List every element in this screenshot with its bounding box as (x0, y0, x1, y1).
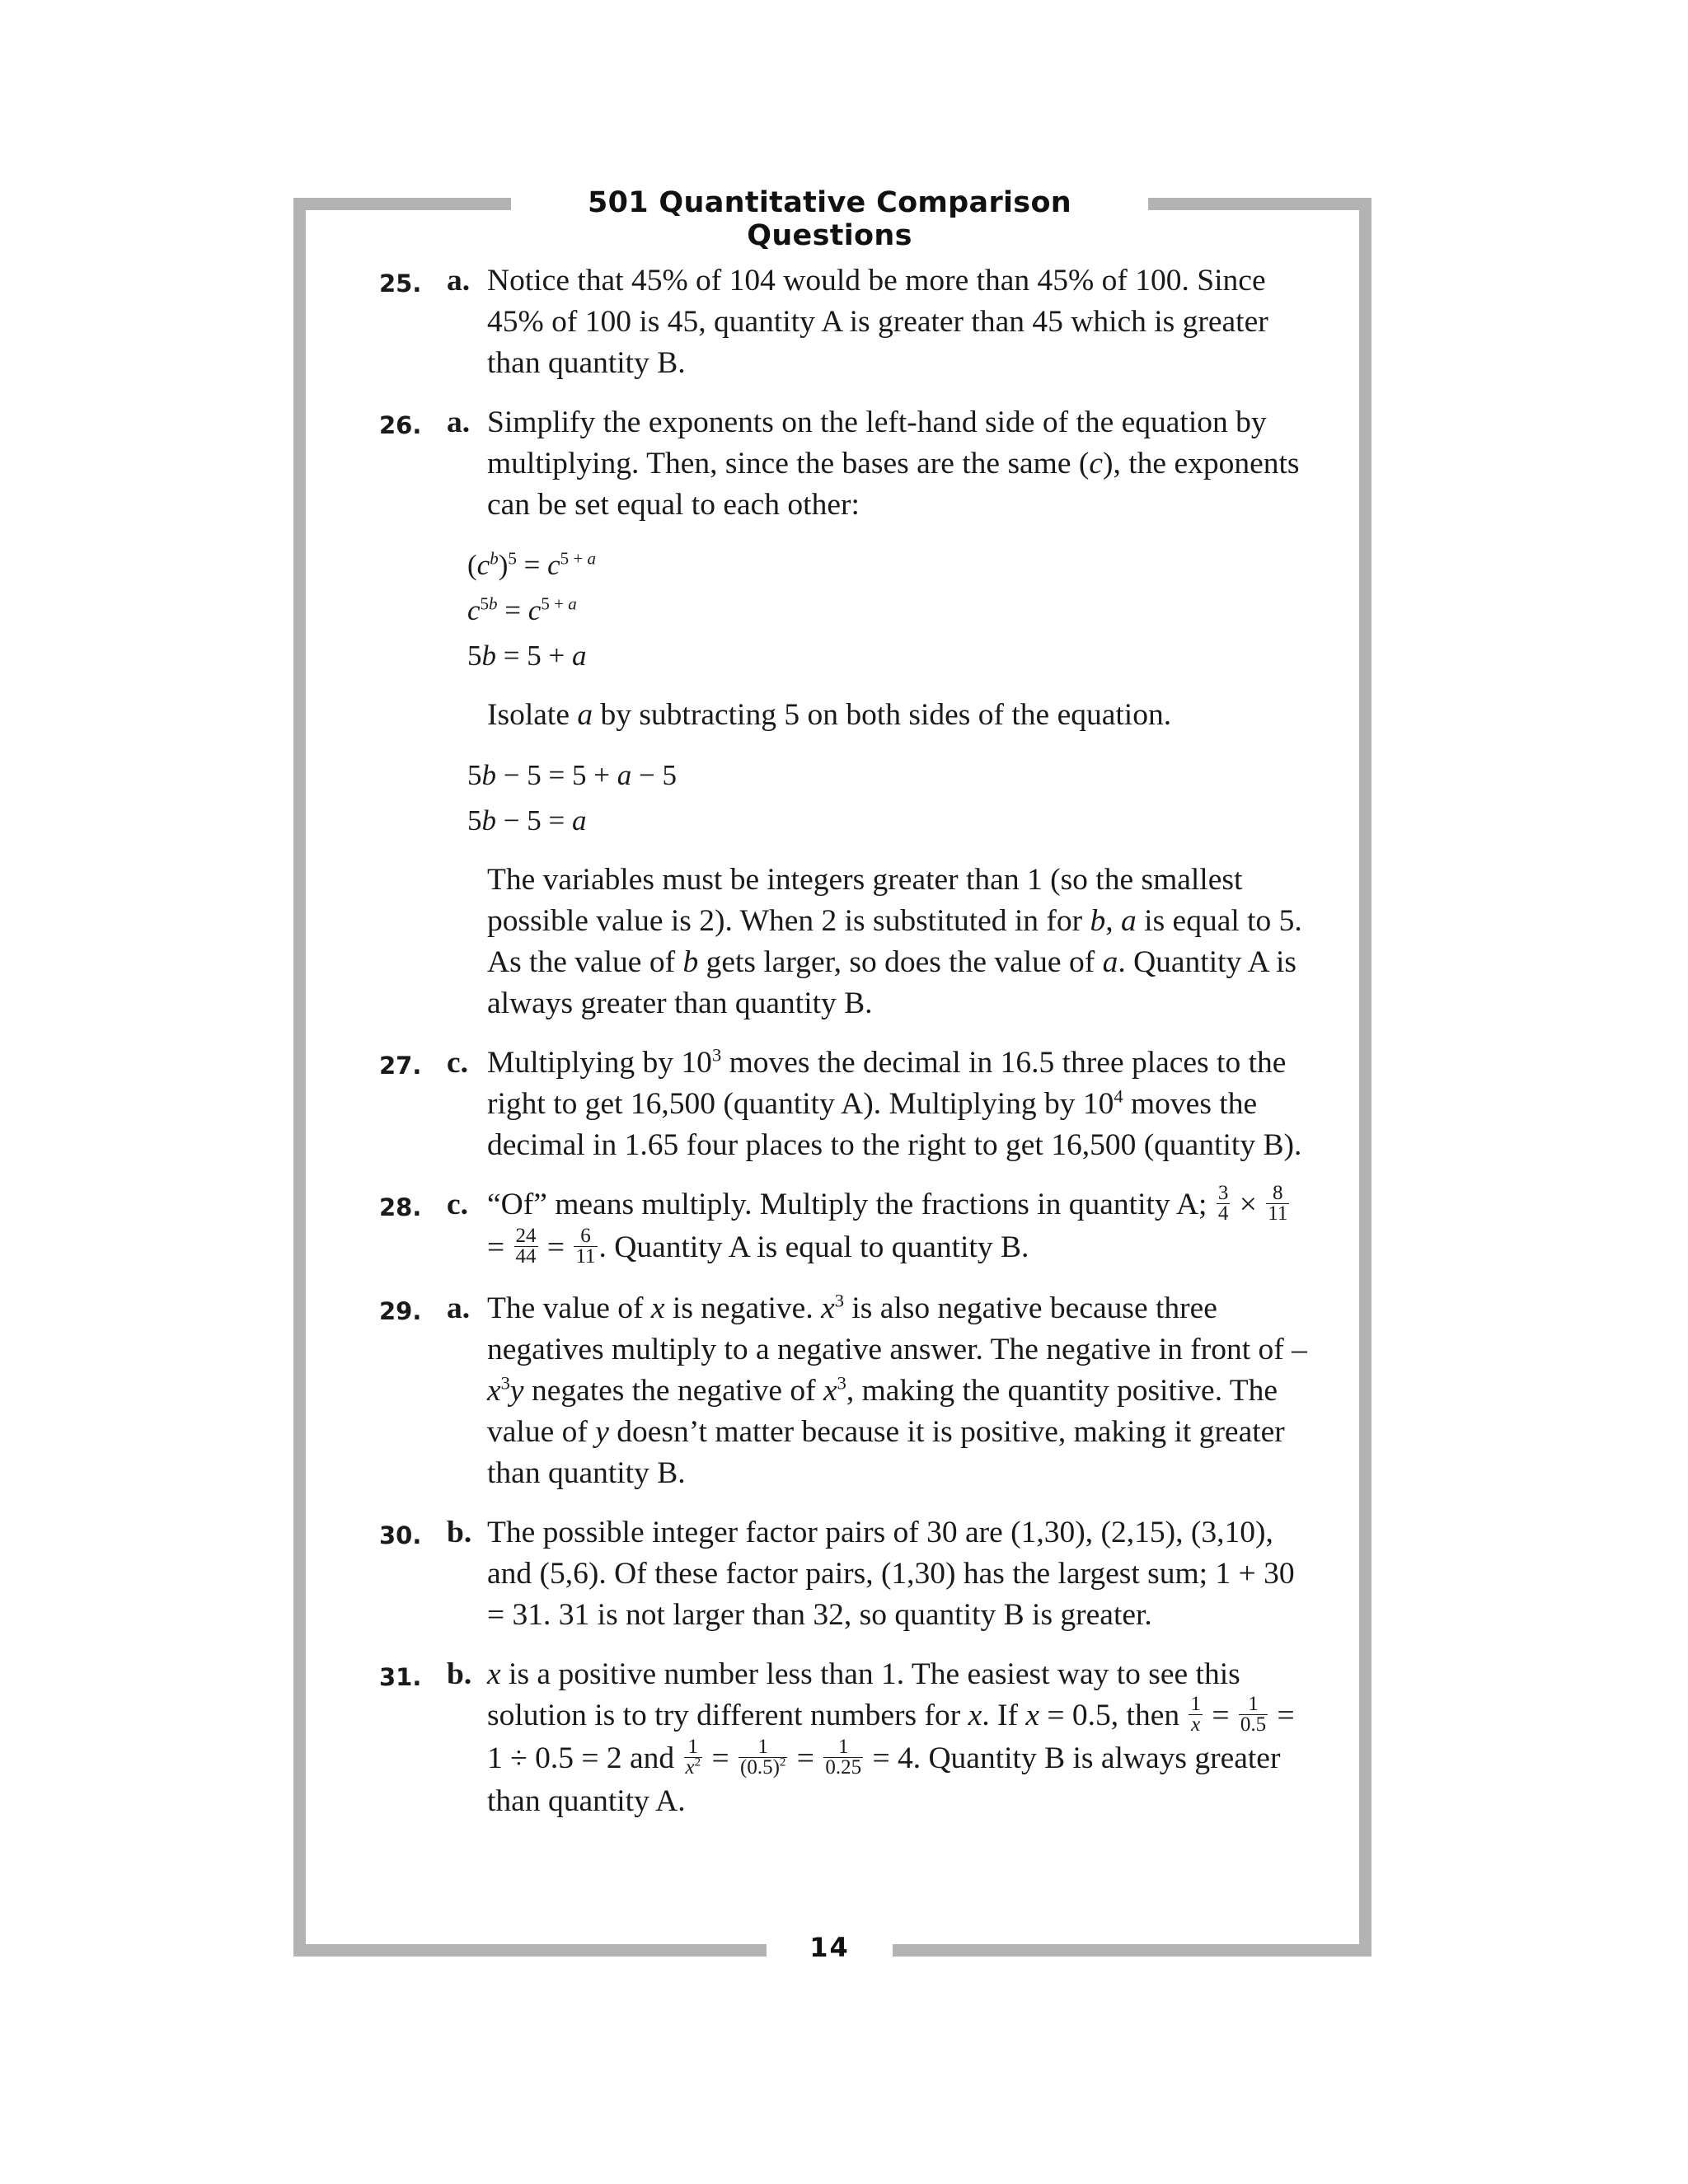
question-number: 26. (379, 411, 422, 439)
equation: 5b − 5 = 5 + a − 5 (467, 759, 677, 791)
explanation-text: Multiplying by $10^3$ moves the decimal in 16.5 three places to the right to get 16,500 (quantity A). Multiplying by $10^4$ moves the decimal in 1.65 four places to the right to get 16,500 (quantity B). (487, 1044, 1302, 1162)
answer-letter: c. (447, 1046, 469, 1080)
equation: 5b = 5 + a (467, 640, 587, 672)
fraction: $\frac{1}{0.5}$ (1240, 1692, 1267, 1736)
explanation-intro: Simplify the exponents on the left-hand side of the equation by multiplying. Then, since the bases are the same (c), the exponents can be set equal to each other: (487, 405, 1300, 522)
fraction: $\frac{6}{11}$ (575, 1224, 596, 1268)
frame-top-right (1148, 198, 1372, 210)
equation-block-1 (467, 542, 1311, 678)
question-number: 30. (379, 1521, 422, 1549)
explanation-text: The possible integer factor pairs of 30 are (1,30), (2,15), (3,10), and (5,6). Of these factor pairs, (1,30) has the largest sum; 1 + 30 = 31. 31 is not larger than 32, so quantity B is greater. (487, 1515, 1295, 1632)
question-number: 27. (379, 1052, 422, 1080)
frame-bottom-right (893, 1944, 1372, 1957)
fraction: $\frac{1}{x^2}$ (685, 1735, 701, 1779)
question-number: 28. (379, 1193, 422, 1221)
frame-bottom-left (293, 1944, 767, 1957)
answer-28 (379, 1181, 1311, 1270)
fraction: $\frac{24}{44}$ (515, 1224, 537, 1268)
explanation-text: x is a positive number less than 1. The easiest way to see this solution is to try different numbers for x. If x = 0.5, then $\frac{1}{x}$ = $\frac{1}{0.5}$ = 1 ÷ 0.5 = 2 and $\frac{1}{x^2}$ = $\frac{1}{(0.5)^2}$ = $\frac{1}{0.25}$ = 4. Quantity B is always greater than quantity A. (487, 1657, 1295, 1818)
answer-letter: a. (447, 405, 471, 439)
question-number: 29. (379, 1296, 422, 1325)
answer-29 (379, 1288, 1311, 1494)
fraction: $\frac{1}{(0.5)^2}$ (740, 1735, 786, 1779)
explanation-text: “Of” means multiply. Multiply the fractions in quantity A; $\frac{3}{4}$ × $\frac{8}{11}$ = $\frac{24}{44}$ = $\frac{6}{11}$ . Quantity A is equal to quantity B. (487, 1181, 1288, 1268)
fraction: $\frac{1}{x}$ (1190, 1692, 1201, 1736)
answer-31 (379, 1654, 1311, 1822)
explanation-text: The value of x is negative. $x^3$ is also negative because three negatives multiply to a negative answer. The negative in front of $-x^3y$ negates the negative of $x^3$, making the quantity positive. The value of y doesn’t matter because it is positive, making it greater than quantity B. (487, 1290, 1307, 1490)
answer-letter: a. (447, 264, 471, 298)
answer-letter: b. (447, 1515, 472, 1549)
fraction: $\frac{8}{11}$ (1268, 1181, 1288, 1225)
frame-left (293, 198, 306, 1957)
explanation-conclusion: The variables must be integers greater than 1 (so the smallest possible value is 2). When 2 is substituted in for b, a is equal to 5. As the value of b gets larger, so does the value of a. Quantity A is always greater than quantity B. (487, 863, 1302, 1020)
answer-25 (379, 260, 1311, 384)
explanation-step: Isolate a by subtracting 5 on both sides of the equation. (487, 698, 1172, 732)
answer-30 (379, 1512, 1311, 1636)
frame-top-left (293, 198, 511, 210)
answer-list (379, 260, 1311, 1822)
page-number: 14 (809, 1932, 850, 1963)
answer-letter: b. (447, 1657, 472, 1691)
question-number: 25. (379, 269, 422, 298)
answer-letter: c. (447, 1188, 469, 1221)
answer-27 (379, 1043, 1311, 1166)
equation-block-2 (467, 752, 1311, 843)
fraction: $\frac{1}{0.25}$ (825, 1735, 862, 1779)
frame-right (1359, 198, 1372, 1957)
equation: 5b − 5 = a (467, 804, 587, 837)
answer-26 (379, 402, 1311, 1024)
fraction: $\frac{3}{4}$ (1217, 1181, 1229, 1225)
question-number: 31. (379, 1662, 422, 1691)
answer-letter: a. (447, 1291, 471, 1325)
equation: $(c^b)^5 = c^{5 + a}$ (467, 548, 596, 581)
explanation-text: Notice that 45% of 104 would be more than 45% of 100. Since 45% of 100 is 45, quantity A is greater than 45 which is greater than quantity B. (487, 264, 1268, 380)
equation: $c^{5b} = c^{5 + a}$ (467, 593, 577, 626)
page-title: 501 Quantitative Comparison Questions (587, 186, 1072, 252)
